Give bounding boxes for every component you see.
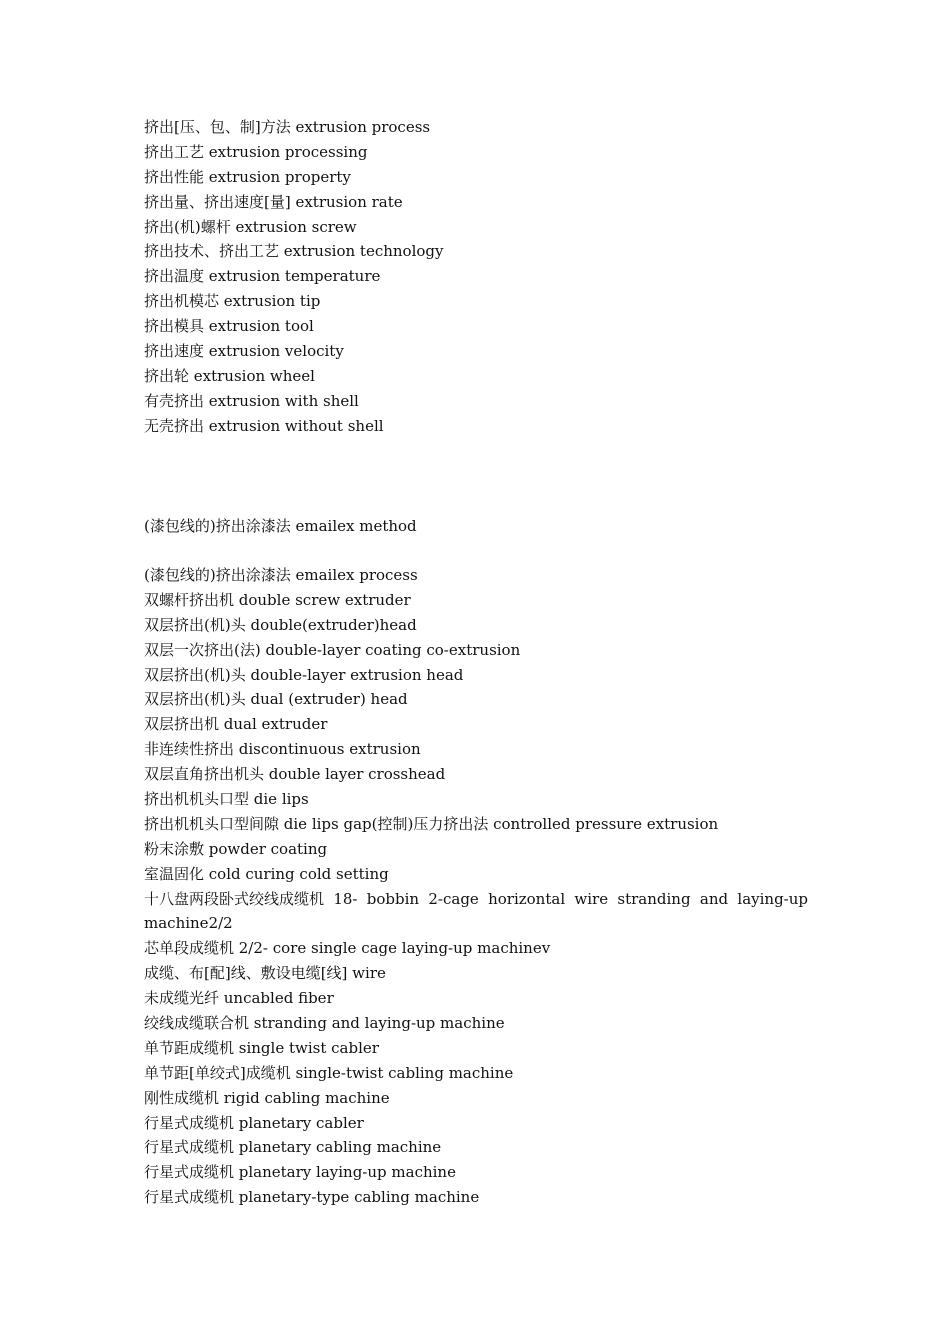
glossary-entry: (漆包线的)挤出涂漆法 emailex process: [144, 566, 418, 584]
glossary-entry: 单节距成缆机 single twist cabler: [144, 1038, 379, 1057]
glossary-entry: 挤出[压、包、制]方法 extrusion process: [144, 118, 431, 136]
glossary-entry: 双螺杆挤出机 double screw extruder: [144, 590, 411, 609]
glossary-entry: 挤出工艺 extrusion processing: [144, 142, 368, 161]
glossary-entry: 挤出轮 extrusion wheel: [144, 366, 315, 385]
glossary-entry: machine2/2: [144, 914, 233, 933]
glossary-entry: 挤出量、挤出速度[量] extrusion rate: [144, 192, 403, 211]
glossary-entry: 双层一次挤出(法) double-layer coating co-extrusion: [144, 640, 521, 659]
glossary-entry: 挤出(机)螺杆 extrusion screw: [144, 217, 357, 236]
glossary-section-extrusion: [144, 115, 808, 439]
justified-word: bobbin: [366, 889, 420, 908]
glossary-section-emailex: [144, 514, 808, 539]
glossary-entry: 非连续性挤出 discontinuous extrusion: [144, 740, 421, 759]
glossary-section-cabling: [144, 563, 808, 1210]
glossary-entry: 挤出模具 extrusion tool: [144, 317, 314, 336]
glossary-entry: 室温固化 cold curing cold setting: [144, 864, 389, 883]
glossary-entry: 行星式成缆机 planetary cabler: [144, 1113, 364, 1132]
glossary-entry: 挤出机机头口型 die lips: [144, 790, 309, 809]
glossary-entry: 挤出性能 extrusion property: [144, 167, 351, 186]
glossary-entry: 双层直角挤出机头 double layer crosshead: [144, 765, 446, 784]
glossary-entry: 未成缆光纤 uncabled fiber: [144, 989, 334, 1008]
justified-word: horizontal: [488, 889, 566, 908]
glossary-entry: (漆包线的)挤出涂漆法 emailex method: [144, 517, 417, 535]
glossary-entry: 成缆、布[配]线、敷设电缆[线] wire: [144, 964, 386, 983]
justified-word: 18-: [333, 889, 358, 908]
glossary-entry: 有壳挤出 extrusion with shell: [144, 391, 359, 410]
glossary-entry: 挤出温度 extrusion temperature: [144, 267, 381, 286]
justified-word: laying-up: [737, 889, 808, 908]
justified-word: wire: [574, 889, 609, 908]
glossary-entry: 双层挤出机 dual extruder: [144, 715, 328, 734]
glossary-entry: 双层挤出(机)头 double-layer extrusion head: [144, 665, 464, 684]
justified-word: 2-cage: [428, 889, 479, 908]
justified-glossary-line: [144, 887, 808, 912]
glossary-entry: 行星式成缆机 planetary laying-up machine: [144, 1163, 456, 1182]
glossary-entry: 挤出技术、挤出工艺 extrusion technology: [144, 242, 444, 261]
justified-word: 十八盘两段卧式绞线成缆机: [144, 889, 325, 908]
glossary-entry: 粉末涂敷 powder coating: [144, 839, 328, 858]
glossary-entry: 无壳挤出 extrusion without shell: [144, 416, 384, 435]
glossary-entry: 双层挤出(机)头 double(extruder)head: [144, 615, 417, 634]
glossary-entry: 绞线成缆联合机 stranding and laying-up machine: [144, 1014, 505, 1033]
glossary-entry: 刚性成缆机 rigid cabling machine: [144, 1088, 390, 1107]
justified-word: stranding: [617, 889, 691, 908]
glossary-entry: 行星式成缆机 planetary cabling machine: [144, 1138, 442, 1157]
glossary-entry: 双层挤出(机)头 dual (extruder) head: [144, 690, 408, 709]
glossary-entry: 单节距[单绞式]成缆机 single-twist cabling machine: [144, 1063, 514, 1082]
justified-word: and: [699, 889, 729, 908]
glossary-entry: 挤出机模芯 extrusion tip: [144, 292, 321, 311]
glossary-entry: 挤出机机头口型间隙 die lips gap(控制)压力挤出法 controlled pressure extrusion: [144, 814, 719, 833]
glossary-entry: 行星式成缆机 planetary-type cabling machine: [144, 1188, 480, 1207]
glossary-entry: 挤出速度 extrusion velocity: [144, 342, 344, 361]
glossary-entry: 芯单段成缆机 2/2- core single cage laying-up machinev: [144, 939, 551, 958]
